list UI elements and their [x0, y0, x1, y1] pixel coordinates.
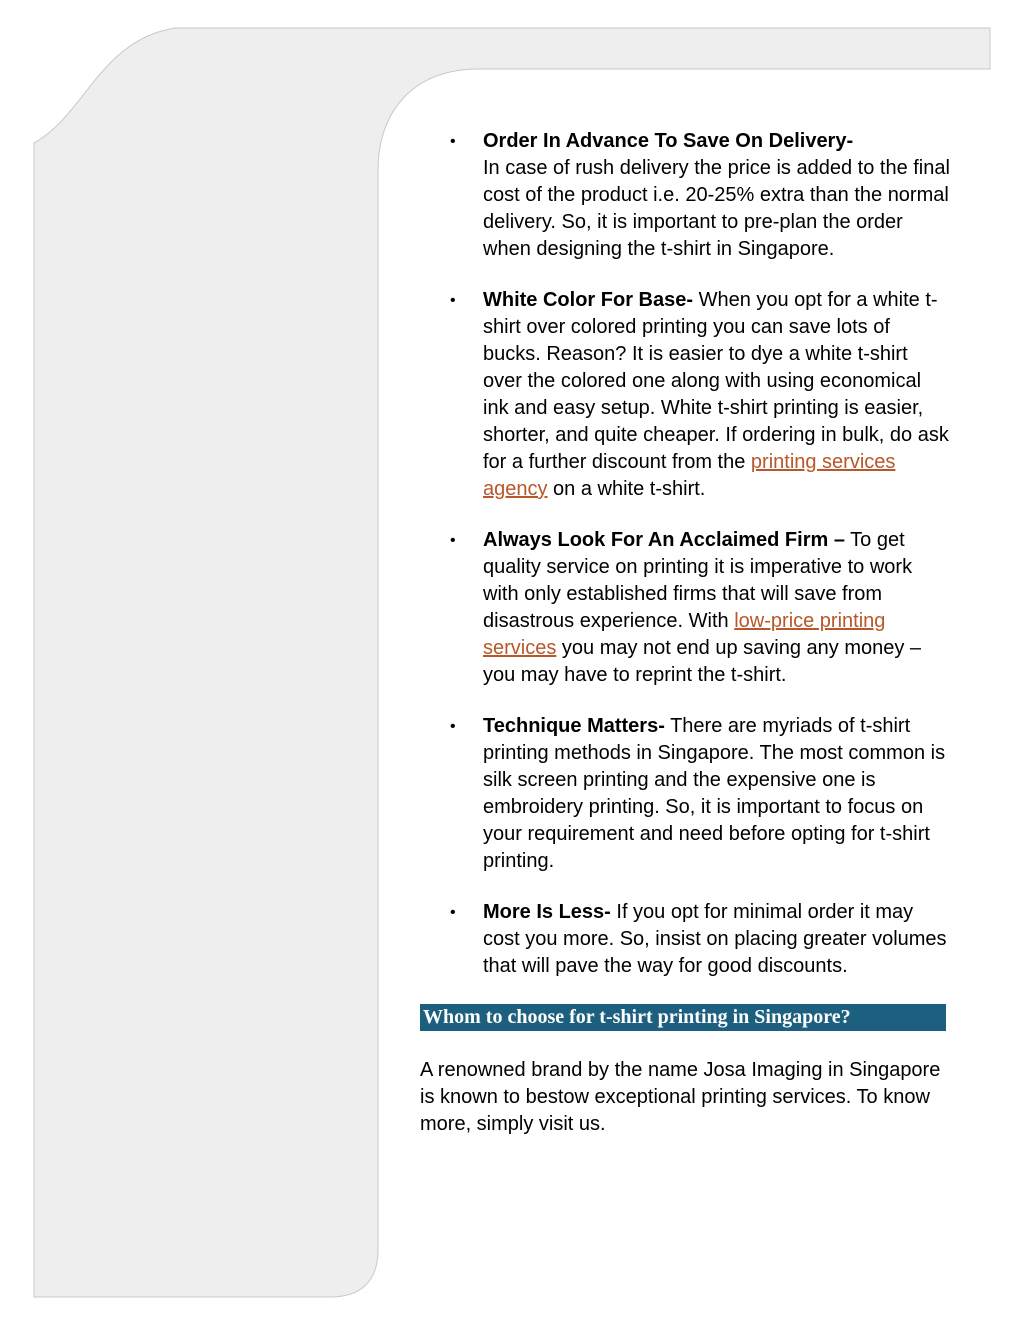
tip-title: Technique Matters- [483, 715, 665, 737]
bullet-icon: • [450, 292, 456, 309]
tip-title: More Is Less- [483, 901, 611, 923]
closing-paragraph: A renowned brand by the name Josa Imaging in Singapore is known to bestow exceptional printing services. To know more, simply visit us. [420, 1059, 941, 1135]
list-item [420, 128, 950, 263]
tip-body: In case of rush delivery the price is added to the final cost of the product i.e. 20-25% extra than the normal delivery. So, it is important to pre-plan the order when designing the t-shirt in Singapore. [483, 157, 950, 260]
tip-body-end: you may not end up saving any money – you may have to reprint the t-shirt. [483, 637, 922, 686]
tip-title: Always Look For An Acclaimed Firm – [483, 529, 845, 551]
low-price-printing-services-link[interactable]: low-price printing services [483, 610, 886, 659]
tip-body: When you opt for a white t-shirt over colored printing you can save lots of bucks. Reason? It is easier to dye a white t-shirt over the colored one along with using economical ink and easy setup. White t-shirt printing is easier, shorter, and quite cheaper. If ordering in bulk, do ask for a further discount from the [483, 289, 949, 473]
bullet-icon: • [450, 904, 456, 921]
bullet-icon: • [450, 133, 456, 150]
tip-body-end: on a white t-shirt. [547, 478, 706, 500]
list-item [420, 713, 950, 875]
tip-title: Order In Advance To Save On Delivery- [483, 130, 854, 152]
tip-body: If you opt for minimal order it may cost you more. So, insist on placing greater volumes that will pave the way for good discounts. [483, 901, 947, 977]
list-item [420, 527, 950, 689]
list-item [420, 899, 950, 980]
printing-services-agency-link[interactable]: printing services agency [483, 451, 896, 500]
tip-body: To get quality service on printing it is imperative to work with only established firms that will save from disastrous experience. With [483, 529, 913, 632]
section-heading: Whom to choose for t-shirt printing in Singapore? [420, 1004, 946, 1031]
tip-title: White Color For Base- [483, 289, 694, 311]
list-item [420, 287, 950, 503]
document-content [420, 128, 950, 1158]
bullet-icon: • [450, 718, 456, 735]
tips-list [420, 128, 950, 980]
tip-body: There are myriads of t-shirt printing methods in Singapore. The most common is silk screen printing and the expensive one is embroidery printing. So, it is important to focus on your requirement and need before opting for t-shirt printing. [483, 715, 946, 872]
bullet-icon: • [450, 532, 456, 549]
